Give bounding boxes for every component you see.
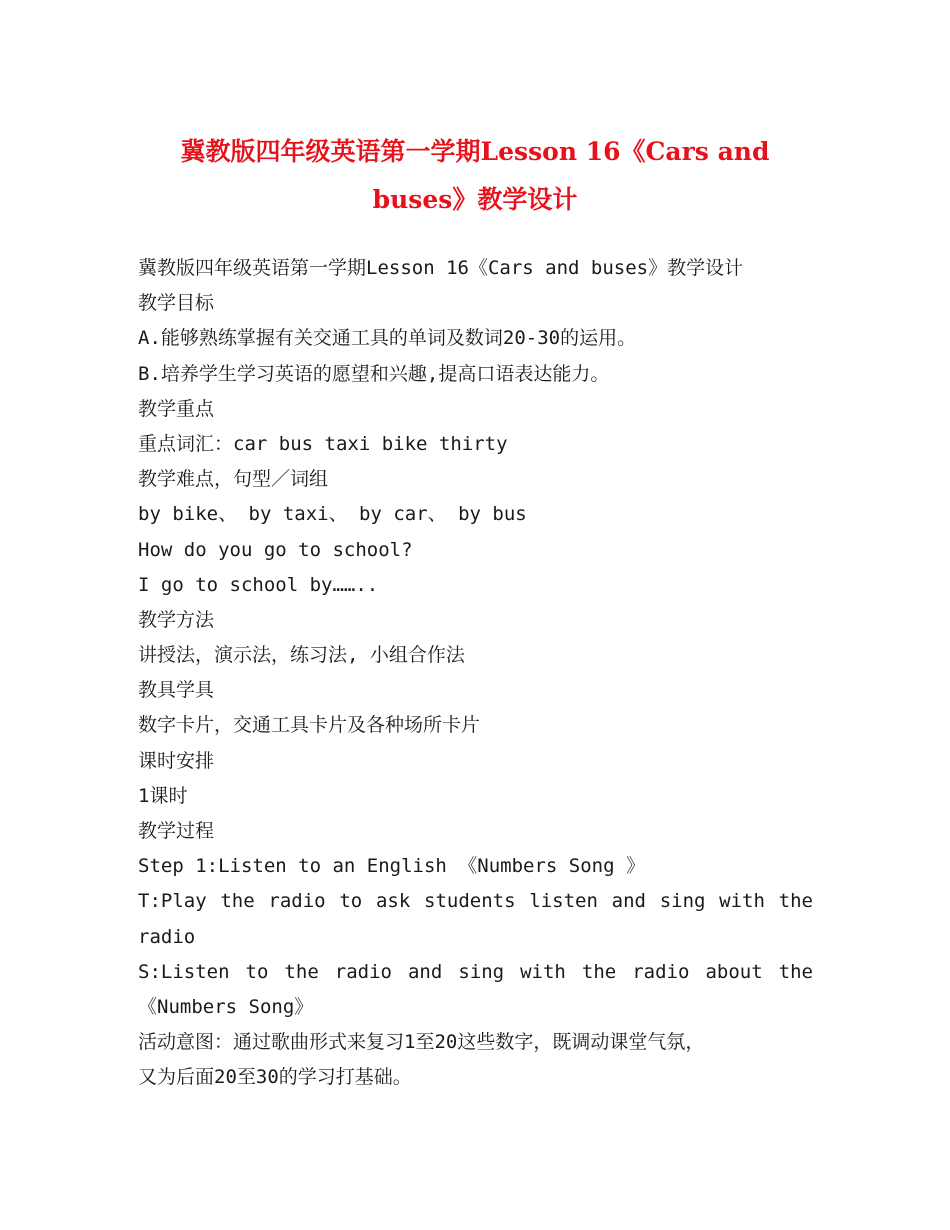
heading-process: 教学过程 [138, 820, 215, 842]
title-line-1: 冀教版四年级英语第一学期Lesson 16《Cars and [180, 137, 770, 166]
schedule-text: 1课时 [138, 784, 188, 807]
sentence-answer: I go to school by…….. [138, 573, 379, 596]
heading-objectives: 教学目标 [138, 292, 215, 315]
heading-materials: 教具学具 [138, 679, 215, 702]
key-vocabulary: 重点词汇：car bus taxi bike thirty [138, 432, 508, 455]
document-body [138, 251, 813, 1096]
activity-purpose-line-2: 又为后面20至30的学习打基础。 [138, 1066, 412, 1089]
objective-a: A.能够熟练掌握有关交通工具的单词及数词20-30的运用。 [138, 327, 637, 350]
methods-text: 讲授法，演示法，练习法, 小组合作法 [138, 644, 465, 667]
student-activity-line-1: S:Listen to the radio and sing with the radio about the [138, 960, 813, 983]
step-1-title: Step 1:Listen to an English 《Numbers Song 》 [138, 855, 645, 878]
materials-text: 数字卡片，交通工具卡片及各种场所卡片 [138, 714, 481, 737]
heading-schedule: 课时安排 [138, 749, 215, 772]
heading-key-points: 教学重点 [138, 397, 215, 420]
sentence-question: How do you go to school? [138, 538, 413, 561]
activity-purpose-line-1: 活动意图：通过歌曲形式来复习1至20这些数字，既调动课堂气氛， [138, 1031, 705, 1054]
teacher-activity-line-1: T:Play the radio to ask students listen and sing with the [138, 890, 813, 913]
heading-methods: 教学方法 [138, 608, 215, 631]
teacher-activity-line-2: radio [138, 925, 196, 948]
student-activity-line-2: 《Numbers Song》 [138, 995, 314, 1018]
objective-b: B.培养学生学习英语的愿望和兴趣,提高口语表达能力。 [138, 362, 610, 385]
title-line-2: buses》教学设计 [372, 185, 578, 214]
document-title [120, 128, 830, 224]
heading-difficulties: 教学难点，句型／词组 [138, 468, 329, 491]
paragraph-intro: 冀教版四年级英语第一学期Lesson 16《Cars and buses》教学设计 [138, 257, 744, 279]
phrase-list: by bike、 by taxi、 by car、 by bus [138, 503, 527, 526]
